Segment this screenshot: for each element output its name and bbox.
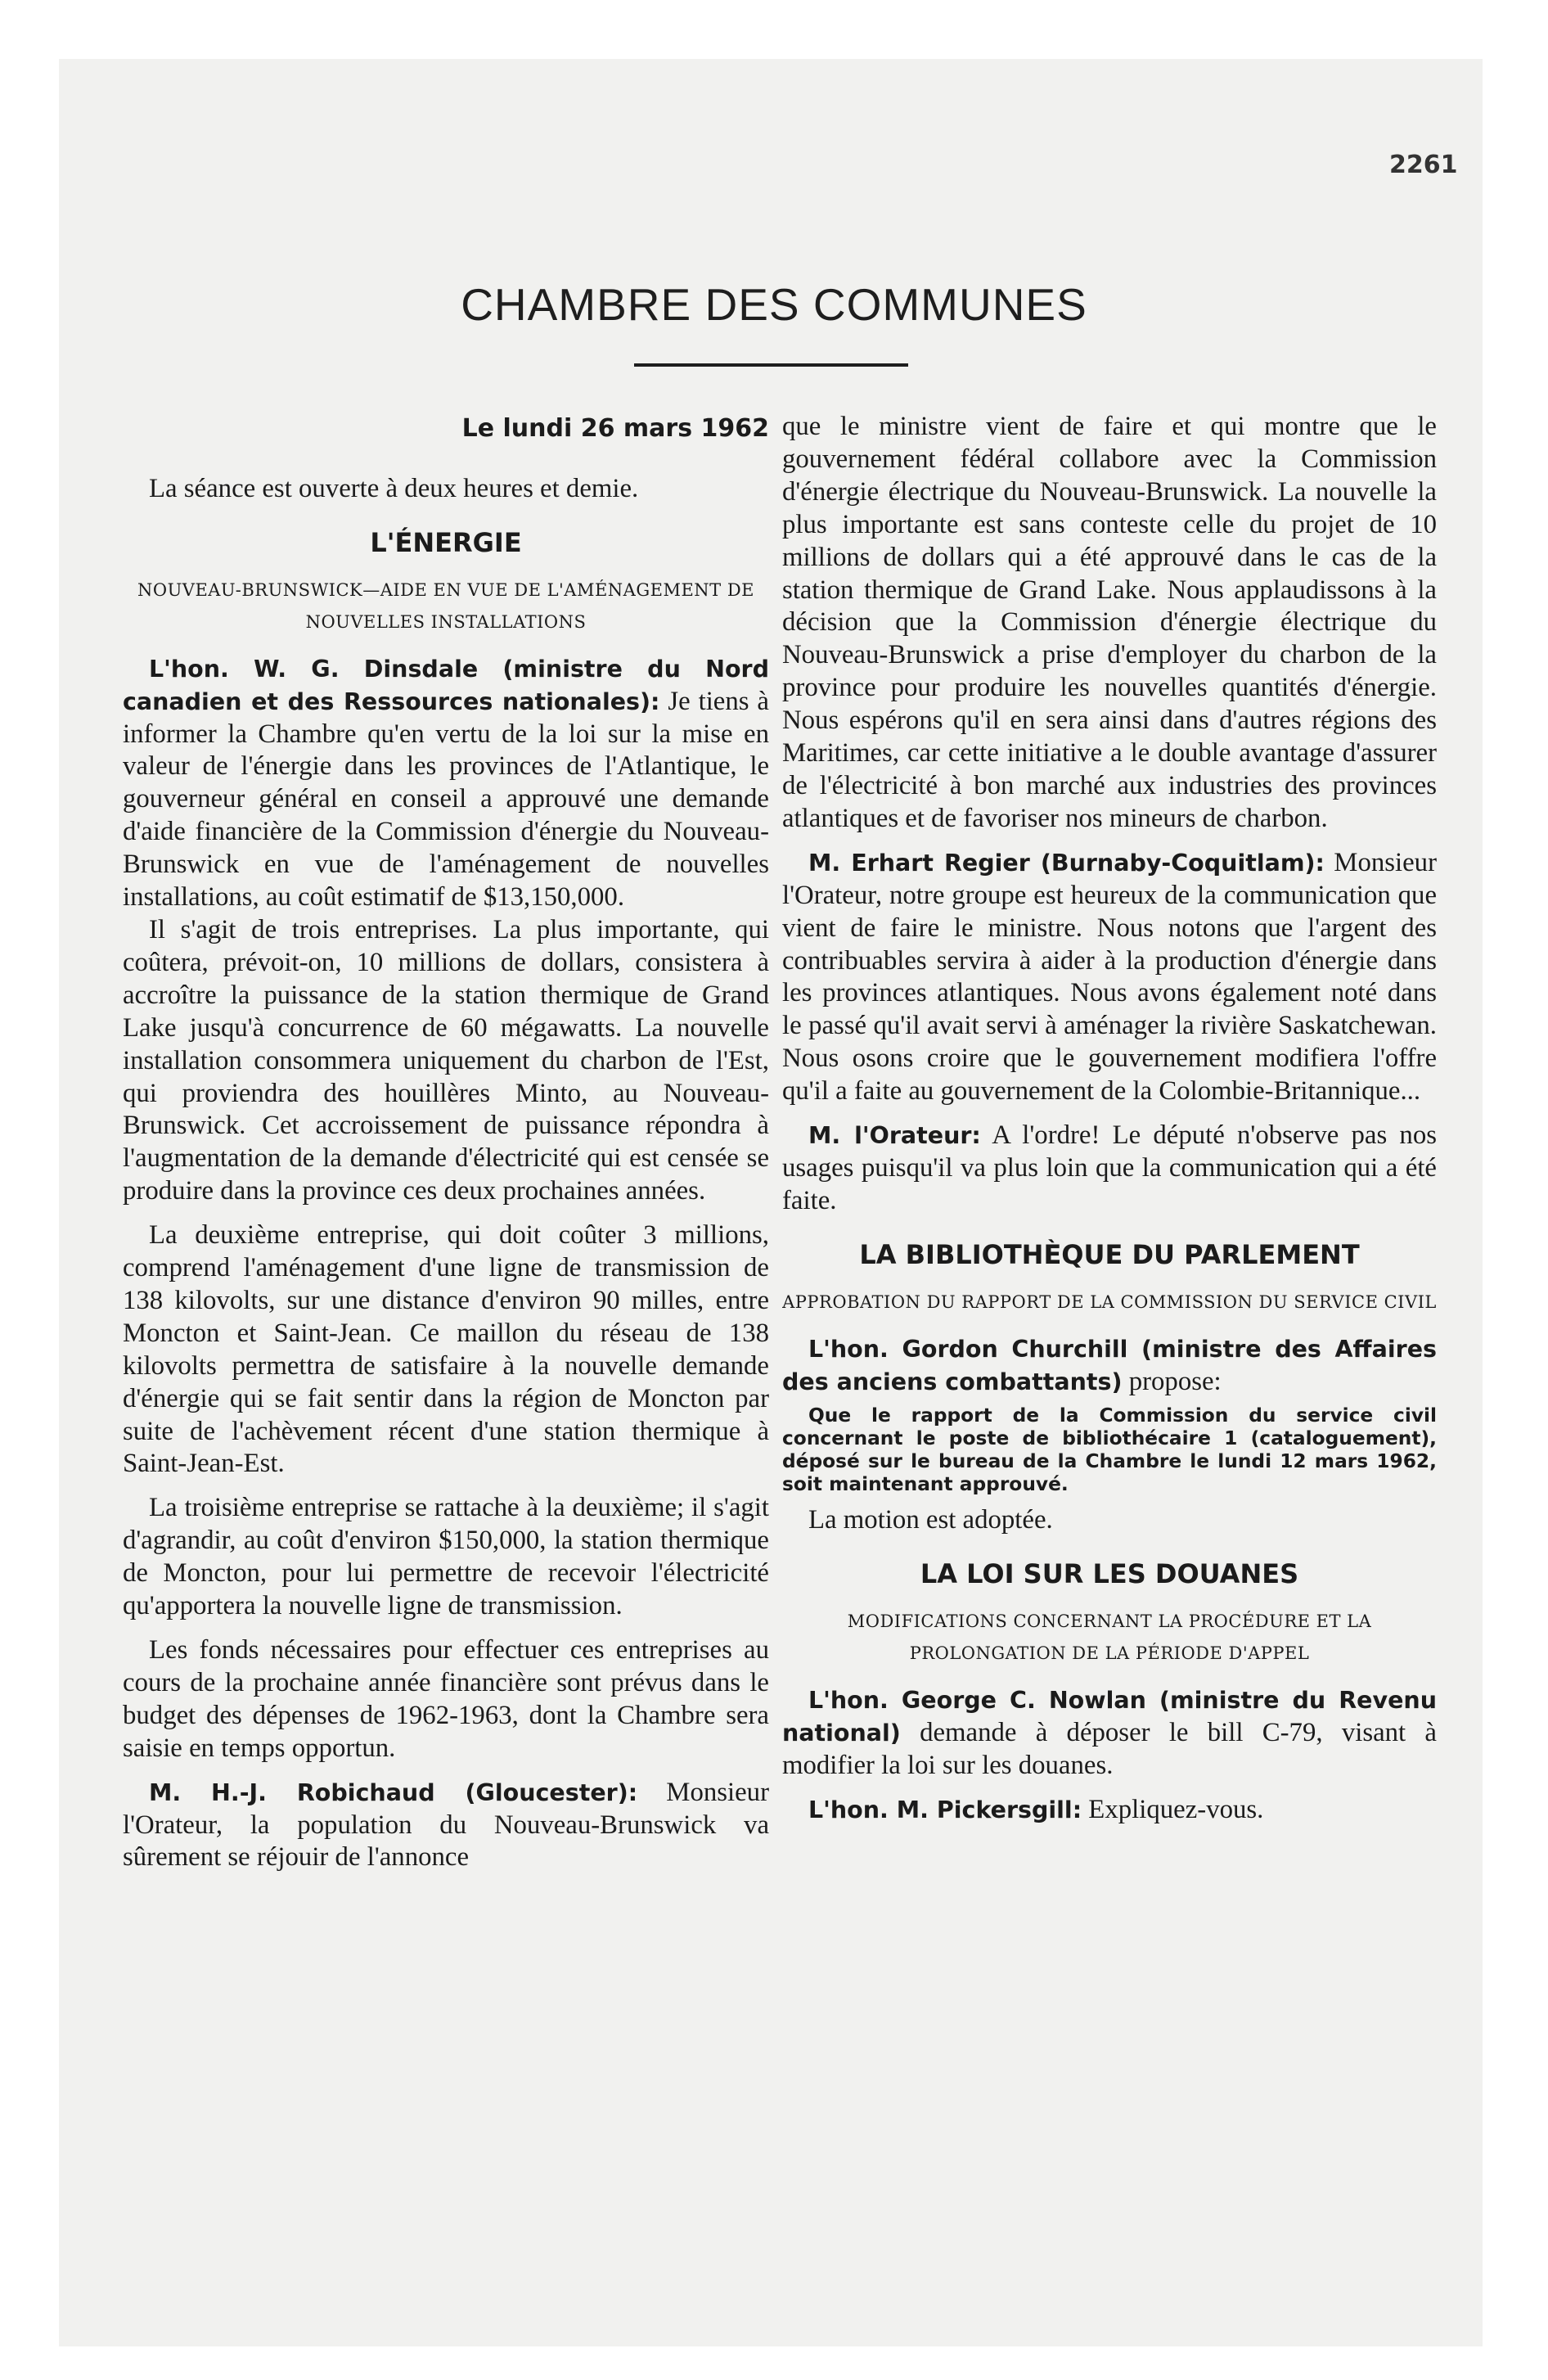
paragraph bbox=[782, 1684, 1437, 1783]
paragraph: La troisième entreprise se rattache à la deuxième; il s'agit d'agrandir, au coût d'environ $150,000, la station thermique de Moncton, pour lui permettre de recevoir l'électricité qu'apportera la nouvelle ligne de transmission. bbox=[123, 1493, 769, 1621]
motion-text: Que le rapport de la Commission du service civil concernant le poste de bibliothécaire 1 (cataloguement), déposé sur le bureau de la Chambre le lundi 12 mars 1962, soit maintenant approuvé. bbox=[782, 1404, 1437, 1496]
paragraph bbox=[782, 847, 1437, 1108]
paragraph bbox=[782, 1794, 1437, 1827]
speech-text: Expliquez-vous. bbox=[1082, 1795, 1264, 1824]
subheading-modifications: MODIFICATIONS CONCERNANT LA PROCÉDURE ET LA PROLONGATION DE LA PÉRIODE D'APPEL bbox=[847, 1611, 1372, 1664]
page-number: 2261 bbox=[1389, 151, 1458, 179]
speech-text: Monsieur l'Orateur, notre groupe est heureux de la communication que vient de faire le ministre. Nous notons que l'argent des contribuables servira à aider à la production d'énergie dans les provinces atlantiques. Nous avons également noté dans le passé qu'il avait servi à aménager la rivière Saskatchewan. Nous osons croire que le gouvernement modifiera l'offre qu'il a faite au gouvernement de la Colombie-Britannique... bbox=[782, 847, 1437, 1107]
paragraph bbox=[782, 1333, 1437, 1399]
right-column bbox=[782, 411, 1437, 1827]
speaker-name: L'hon. George C. Nowlan (ministre du Revenu national) bbox=[782, 1687, 1437, 1747]
speaker-name: M. l'Orateur: bbox=[808, 1122, 981, 1150]
section-heading-bibliotheque: LA BIBLIOTHÈQUE DU PARLEMENT bbox=[859, 1238, 1360, 1270]
speech-text: A l'ordre! Le député n'observe pas nos usages puisqu'il va plus loin que la communication qui a été faite. bbox=[782, 1120, 1437, 1215]
speaker-name: L'hon. W. G. Dinsdale (ministre du Nord canadien et des Ressources nationales): bbox=[123, 655, 769, 715]
speech-text: demande à déposer le bill C-79, visant à modifier la loi sur les douanes. bbox=[782, 1718, 1437, 1781]
paragraph: La motion est adoptée. bbox=[808, 1505, 1053, 1535]
paragraph bbox=[123, 653, 769, 914]
speaker-name: L'hon. Gordon Churchill (ministre des Affaires des anciens combattants) bbox=[782, 1335, 1437, 1395]
sitting-date: Le lundi 26 mars 1962 bbox=[461, 414, 769, 443]
section-heading-douanes: LA LOI SUR LES DOUANES bbox=[920, 1558, 1299, 1590]
speaker-name: M. H.-J. Robichaud (Gloucester): bbox=[149, 1778, 638, 1806]
speech-text: Monsieur l'Orateur, la population du Nouveau-Brunswick va sûrement se réjouir de l'annonce bbox=[123, 1777, 769, 1873]
paragraph: Il s'agit de trois entreprises. La plus importante, qui coûtera, prévoit-on, 10 millions de dollars, consistera à accroître la puissance de la station thermique de Grand Lake jusqu'à concurrence de 60 mégawatts. La nouvelle installation consommera uniquement du charbon de l'Est, qui proviendra des houillères Minto, au Nouveau-Brunswick. Cet accroissement de puissance répondra à l'augmentation de la demande d'électricité qui est censée se produire dans la province ces deux prochaines années. bbox=[123, 914, 769, 1206]
paragraph bbox=[782, 1120, 1437, 1218]
speech-text: propose: bbox=[1122, 1366, 1222, 1396]
left-column bbox=[123, 411, 769, 1874]
paragraph: La deuxième entreprise, qui doit coûter 3 millions, comprend l'aménagement d'une ligne de transmission de 138 kilovolts, sur une distance d'environ 90 milles, entre Moncton et Saint-Jean. Ce maillon du réseau de 138 kilovolts permettra de satisfaire à la nouvelle demande d'énergie qui se fait sentir dans la région de Moncton par suite de l'achèvement récent d'une station thermique à Saint-Jean-Est. bbox=[123, 1220, 769, 1479]
speaker-name: M. Erhart Regier (Burnaby-Coquitlam): bbox=[808, 849, 1325, 877]
subheading-approbation: APPROBATION DU RAPPORT DE LA COMMISSION DU SERVICE CIVIL bbox=[782, 1291, 1437, 1312]
paragraph bbox=[123, 1777, 769, 1875]
title-rule bbox=[634, 363, 908, 367]
opening-paragraph: La séance est ouverte à deux heures et demie. bbox=[149, 473, 639, 503]
speaker-name: L'hon. M. Pickersgill: bbox=[808, 1796, 1082, 1823]
subheading-nouveau-brunswick: NOUVEAU-BRUNSWICK—AIDE EN VUE DE L'AMÉNAGEMENT DE NOUVELLES INSTALLATIONS bbox=[137, 579, 755, 632]
speech-text: Je tiens à informer la Chambre qu'en vertu de la loi sur la mise en valeur de l'énergie dans les provinces de l'Atlantique, le gouverneur général en conseil a approuvé une demande d'aide financière de la Commission d'énergie du Nouveau-Brunswick en vue de l'aménagement de nouvelles installations, au coût estimatif de $13,150,000. bbox=[123, 686, 769, 913]
paragraph: Les fonds nécessaires pour effectuer ces entreprises au cours de la prochaine année financière sont prévus dans le budget des dépenses de 1962-1963, dont la Chambre sera saisie en temps opportun. bbox=[123, 1635, 769, 1763]
paragraph: que le ministre vient de faire et qui montre que le gouvernement fédéral collabore avec la Commission d'énergie électrique du Nouveau-Brunswick. La nouvelle la plus importante est sans conteste celle du projet de 10 millions de dollars qui a été approuvé dans le cas de la station thermique de Grand Lake. Nous applaudissons à la décision que la Commission d'énergie électrique du Nouveau-Brunswick a prise d'employer du charbon de la province pour produire les nouvelles quantités d'énergie. Nous espérons qu'il en sera ainsi dans d'autres régions des Maritimes, car cette initiative a le double avantage d'assurer de l'électricité à bon marché aux industries des provinces atlantiques et de favoriser nos mineurs de charbon. bbox=[782, 412, 1437, 833]
section-heading-energie: L'ÉNERGIE bbox=[370, 526, 522, 558]
page-title: CHAMBRE DES COMMUNES bbox=[461, 279, 1087, 330]
